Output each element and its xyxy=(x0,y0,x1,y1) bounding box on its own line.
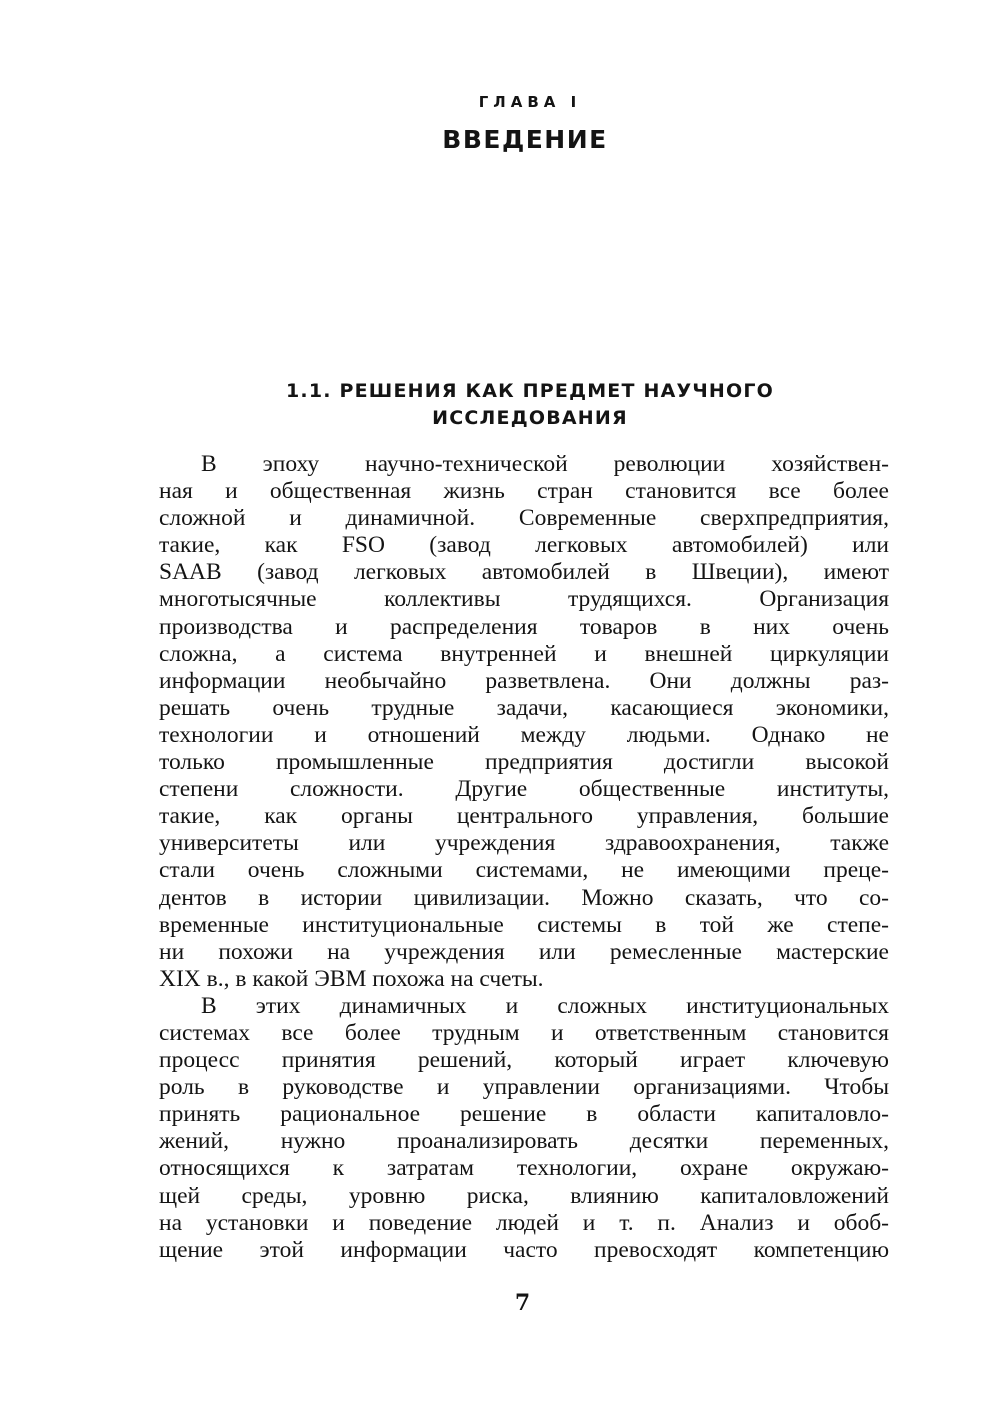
text-line: процесс принятия решений, который играет ключевую xyxy=(159,1047,889,1074)
chapter-title: ВВЕДЕНИЕ xyxy=(442,125,608,154)
text-line: временные институциональные системы в той же степе- xyxy=(159,911,889,938)
page-number: 7 xyxy=(514,1290,531,1316)
text-line: сложна, а система внутренней и внешней циркуляции xyxy=(159,640,889,667)
text-line: В этих динамичных и сложных институциональных xyxy=(201,992,889,1019)
section-heading-line-2: ИССЛЕДОВАНИЯ xyxy=(432,407,628,429)
text-line: ная и общественная жизнь стран становится все более xyxy=(159,478,889,505)
text-line: такие, как органы центрального управления, большие xyxy=(159,803,889,830)
text-line: производства и распределения товаров в них очень xyxy=(159,613,889,640)
text-line: многотысячные коллективы трудящихся. Организация xyxy=(159,586,889,613)
section-heading-line-1: 1.1. РЕШЕНИЯ КАК ПРЕДМЕТ НАУЧНОГО xyxy=(286,380,774,402)
text-line: решать очень трудные задачи, касающиеся экономики, xyxy=(159,694,889,721)
text-line: XIX в., в какой ЭВМ похожа на счеты. xyxy=(159,965,544,992)
paragraph-2 xyxy=(159,993,889,1264)
text-line: относящихся к затратам технологии, охране окружаю- xyxy=(159,1155,889,1182)
text-line: роль в руководстве и управлении организациями. Чтобы xyxy=(159,1074,889,1101)
text-line: информации необычайно разветвлена. Они должны раз- xyxy=(159,667,889,694)
text-line: на установки и поведение людей и т. п. Анализ и обоб- xyxy=(159,1209,889,1236)
text-line: ни похожи на учреждения или ремесленные мастерские xyxy=(159,938,889,965)
text-line: только промышленные предприятия достигли высокой xyxy=(159,749,889,776)
text-line: университеты или учреждения здравоохранения, также xyxy=(159,830,889,857)
text-line: щение этой информации часто превосходят компетенцию xyxy=(159,1236,889,1263)
text-line: технологии и отношений между людьми. Однако не xyxy=(159,721,889,748)
text-line: принять рациональное решение в области капиталовло- xyxy=(159,1101,889,1128)
text-line: степени сложности. Другие общественные институты, xyxy=(159,776,889,803)
text-line: жений, нужно проанализировать десятки переменных, xyxy=(159,1128,889,1155)
text-line: дентов в истории цивилизации. Можно сказать, что со- xyxy=(159,884,889,911)
text-line: сложной и динамичной. Современные сверхпредприятия, xyxy=(159,505,889,532)
paragraph-1 xyxy=(159,451,889,993)
text-line: такие, как FSO (завод легковых автомобилей) или xyxy=(159,532,889,559)
text-line: SAAB (завод легковых автомобилей в Швеции), имеют xyxy=(159,559,889,586)
chapter-label: ГЛАВА I xyxy=(478,93,582,111)
body-text xyxy=(159,451,889,1264)
text-line: стали очень сложными системами, не имеющими преце- xyxy=(159,857,889,884)
section-heading xyxy=(230,378,830,432)
text-line: системах все более трудным и ответственным становится xyxy=(159,1019,889,1046)
text-line: щей среды, уровню риска, влиянию капиталовложений xyxy=(159,1182,889,1209)
text-line: В эпоху научно-технической революции хозяйствен- xyxy=(201,451,889,477)
